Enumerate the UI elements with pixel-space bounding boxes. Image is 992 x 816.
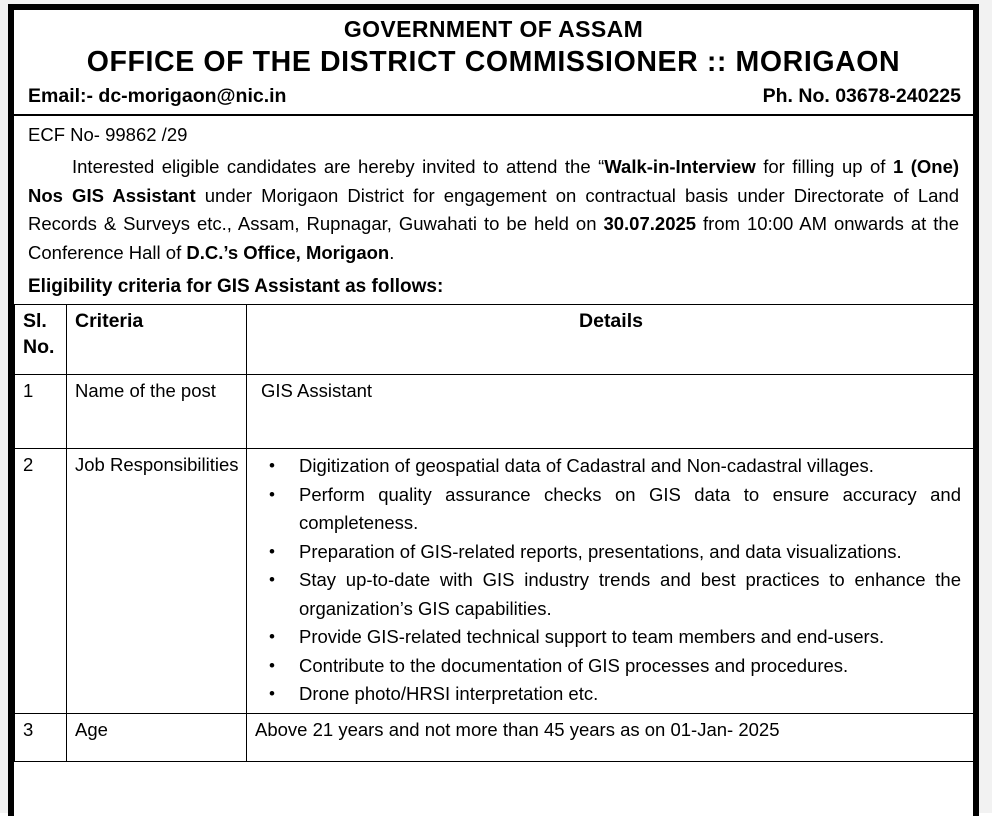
column-header-criteria: Criteria — [67, 305, 247, 375]
list-item: • Stay up-to-date with GIS industry trends and best practices to enhance the organization’s GIS capabilities. — [255, 566, 961, 623]
column-header-sl-no: Sl. No. — [15, 305, 67, 375]
body-block — [14, 116, 973, 304]
masthead — [14, 10, 973, 116]
government-title: GOVERNMENT OF ASSAM — [343, 16, 644, 42]
para-bold-post-count: 1 (One) Nos GIS Assistant — [28, 156, 960, 206]
announcement-paragraph — [28, 153, 959, 271]
row-criteria: Age — [67, 713, 247, 761]
table-row — [15, 713, 974, 761]
eligibility-heading: Eligibility criteria for GIS Assistant as follows: — [28, 276, 444, 297]
para-segment-1: Interested eligible candidates are hereby invited to attend the “ — [72, 156, 605, 177]
table-header-row — [15, 305, 974, 375]
column-header-details: Details — [247, 305, 974, 375]
list-item: • Drone photo/HRSI interpretation etc. — [255, 680, 961, 709]
row-details: GIS Assistant — [247, 375, 974, 449]
table-row — [15, 375, 974, 449]
para-segment-2: for filling up of — [755, 156, 893, 177]
eligibility-criteria-table — [14, 304, 974, 762]
para-segment-5: . — [389, 241, 395, 263]
job-responsibilities-list — [255, 452, 967, 709]
row-sl-no: 3 — [15, 713, 67, 761]
list-item: • Digitization of geospatial data of Cadastral and Non-cadastral villages. — [255, 452, 961, 481]
para-bold-walk-in-interview: Walk-in-Interview — [604, 156, 756, 177]
contact-row — [24, 80, 963, 110]
row-details — [247, 449, 974, 714]
office-title: OFFICE OF THE DISTRICT COMMISSIONER :: MORIGAON — [86, 46, 901, 78]
list-item: • Provide GIS-related technical support to team members and end-users. — [255, 623, 961, 652]
table-row — [15, 449, 974, 714]
phone-text: Ph. No. 03678-240225 — [762, 85, 961, 107]
list-item: • Preparation of GIS-related reports, presentations, and data visualizations. — [255, 538, 961, 567]
notice-document — [8, 4, 979, 816]
ecf-number: ECF No- 99862 /29 — [28, 124, 188, 145]
row-sl-no: 2 — [15, 449, 67, 714]
row-criteria: Name of the post — [67, 375, 247, 449]
list-item: • Perform quality assurance checks on GIS data to ensure accuracy and completeness. — [255, 481, 961, 538]
para-segment-3: under Morigaon District for engagement on contractual basis under Directorate of Land Records & Surveys etc., Assam, Rupnagar, Guwahati to be held on — [28, 184, 959, 234]
para-bold-venue: D.C.’s Office, Morigaon — [186, 241, 390, 263]
row-criteria: Job Responsibilities — [67, 449, 247, 714]
row-sl-no: 1 — [15, 375, 67, 449]
row-details: Above 21 years and not more than 45 years as on 01-Jan- 2025 — [247, 713, 974, 761]
email-text: Email:- dc-morigaon@nic.in — [28, 85, 287, 107]
para-bold-date: 30.07.2025 — [603, 213, 697, 234]
para-segment-4: from 10:00 AM onwards at the Conference Hall of — [28, 213, 959, 263]
list-item: • Contribute to the documentation of GIS processes and procedures. — [255, 652, 961, 681]
